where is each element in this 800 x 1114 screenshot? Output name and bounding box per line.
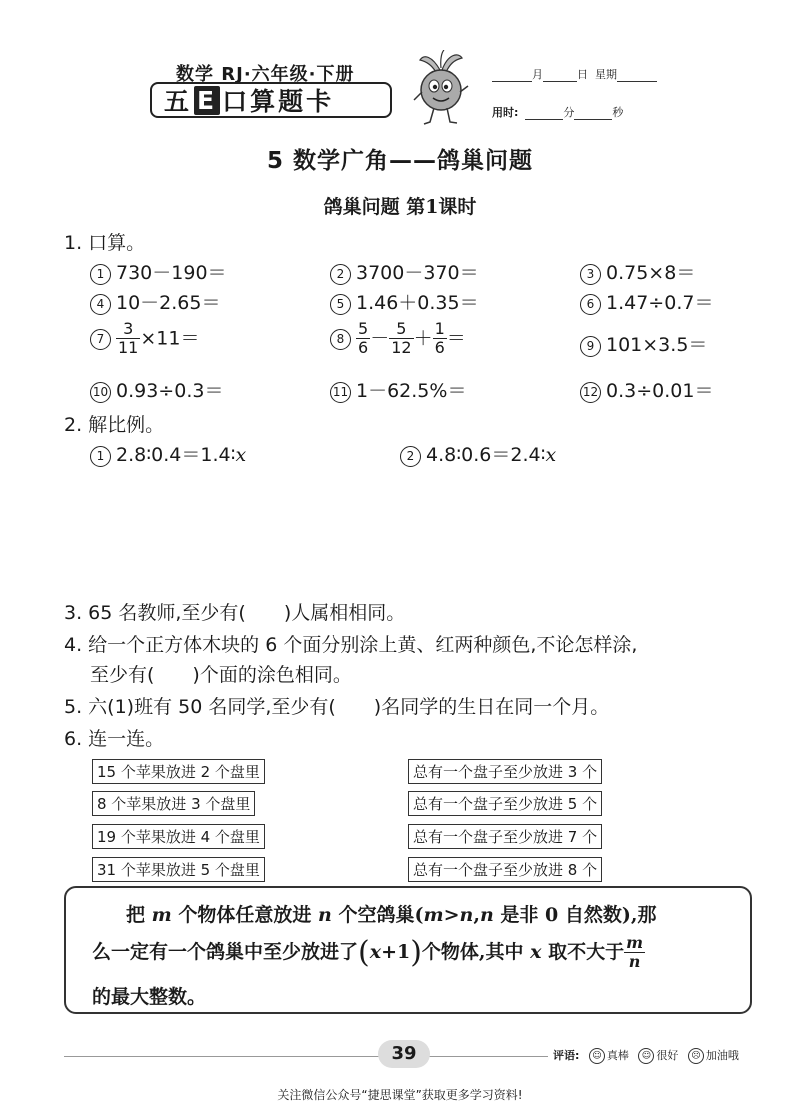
q2-item-1 <box>90 440 246 467</box>
rating-good: 很好 <box>656 1049 679 1062</box>
second-label: 秒 <box>612 106 624 119</box>
q4-line1: 4. 给一个正方体木块的 6 个面分别涂上黄、红两种颜色,不论怎样涂, <box>64 634 638 656</box>
expression: 0.75×8＝ <box>606 262 696 284</box>
month-blank[interactable] <box>492 67 532 82</box>
tip-line-1: 把 m 个物体任意放进 n 个空鸽巢(m>n,n 是非 0 自然数),那 <box>126 904 657 926</box>
match-right-3[interactable]: 总有一个盘子至少放进 7 个 <box>408 824 602 849</box>
expression: ×11＝ <box>140 327 200 350</box>
second-blank[interactable] <box>574 105 612 120</box>
great-face-icon[interactable]: ☺ <box>589 1048 605 1064</box>
promo-text: 关注微信公众号“捷思课堂”获取更多学习资料! <box>277 1088 523 1102</box>
fraction: $\frac{1}{6}$ <box>434 319 445 358</box>
q1-item-12 <box>580 376 713 403</box>
expression: 1－62.5%＝ <box>356 380 467 402</box>
day-label: 日 <box>577 68 588 81</box>
weekday-blank[interactable] <box>617 67 657 82</box>
time-label: 用时: <box>492 106 519 119</box>
lesson-title: 鸽巢问题 第1课时 <box>323 196 477 218</box>
q3-text: 3. 65 名教师,至少有( )人属相相同。 <box>64 602 406 624</box>
time-line <box>492 104 623 120</box>
q6-title: 6. 连一连。 <box>64 728 165 750</box>
variable: x <box>545 444 557 466</box>
item-number: 4 <box>90 294 111 315</box>
tip-line-3: 的最大整数。 <box>92 986 207 1008</box>
item-number: 11 <box>330 382 351 403</box>
card-banner <box>150 82 392 118</box>
q1-item-5 <box>330 288 479 315</box>
item-number: 2 <box>330 264 351 285</box>
item-number: 7 <box>90 329 111 350</box>
item-number: 1 <box>90 264 111 285</box>
expression: 0.93÷0.3＝ <box>116 380 224 402</box>
rating-row <box>553 1047 739 1064</box>
q1-item-2 <box>330 258 479 285</box>
item-number: 8 <box>330 329 351 350</box>
q1-title: 1. 口算。 <box>64 232 146 254</box>
rating-label: 评语: <box>553 1049 580 1062</box>
q1-item-7 <box>90 320 199 358</box>
q1-item-9 <box>580 330 707 357</box>
expression: 1.47÷0.7＝ <box>606 292 714 314</box>
q4-line2: 至少有( )个面的涂色相同。 <box>90 664 352 686</box>
rating-great: 真棒 <box>606 1049 629 1062</box>
unit-title: 5 数学广角——鸽巢问题 <box>266 148 533 174</box>
proportion: 2.8∶0.4＝1.4∶ <box>116 444 236 466</box>
expression: ＝ <box>446 327 466 350</box>
fraction: $\frac{5}{6}$ <box>358 319 369 358</box>
book-subject: 数学 RJ·六年级·下册 <box>176 64 355 85</box>
match-right-2[interactable]: 总有一个盘子至少放进 5 个 <box>408 791 602 816</box>
item-number: 1 <box>90 446 111 467</box>
tip-line-2: 么一定有一个鸽巢中至少放进了(x+1)个物体,其中 x 取不大于 $\frac{m}{n}$ <box>92 933 644 972</box>
date-line <box>492 66 657 82</box>
m-over-n-fraction: $\frac{m}{n}$ <box>626 933 644 972</box>
expression: 101×3.5＝ <box>606 334 708 356</box>
page-number: 39 <box>378 1040 430 1068</box>
expression: 10－2.65＝ <box>116 292 221 314</box>
weekday-label: 星期 <box>595 68 617 81</box>
expression: 3700－370＝ <box>356 262 479 284</box>
q1-item-1 <box>90 258 227 285</box>
fraction: $\frac{3}{11}$ <box>118 319 139 358</box>
minute-label: 分 <box>563 106 575 119</box>
match-left-4[interactable]: 31 个苹果放进 5 个盘里 <box>92 857 265 882</box>
q1-item-3 <box>580 258 695 285</box>
variable: x <box>235 444 247 466</box>
good-face-icon[interactable]: ☺ <box>638 1048 654 1064</box>
banner-text-e: E <box>194 86 220 115</box>
match-left-2[interactable]: 8 个苹果放进 3 个盘里 <box>92 791 255 816</box>
item-number: 9 <box>580 336 601 357</box>
day-blank[interactable] <box>543 67 577 82</box>
fraction: $\frac{5}{12}$ <box>391 319 412 358</box>
rating-keep-going: 加油哦 <box>705 1049 739 1062</box>
q2-title: 2. 解比例。 <box>64 414 165 436</box>
q5-text: 5. 六(1)班有 50 名同学,至少有( )名同学的生日在同一个月。 <box>64 696 610 718</box>
expression: 1.46＋0.35＝ <box>356 292 479 314</box>
q1-item-11 <box>330 376 466 403</box>
footer-divider <box>64 1056 548 1057</box>
item-number: 5 <box>330 294 351 315</box>
match-left-1[interactable]: 15 个苹果放进 2 个盘里 <box>92 759 265 784</box>
radish-mascot-icon <box>410 50 472 132</box>
q1-item-4 <box>90 288 220 315</box>
banner-text-2: 口算题卡 <box>222 87 335 116</box>
match-right-4[interactable]: 总有一个盘子至少放进 8 个 <box>408 857 602 882</box>
month-label: 月 <box>532 68 543 81</box>
item-number: 12 <box>580 382 601 403</box>
item-number: 3 <box>580 264 601 285</box>
match-right-1[interactable]: 总有一个盘子至少放进 3 个 <box>408 759 602 784</box>
match-left-3[interactable]: 19 个苹果放进 4 个盘里 <box>92 824 265 849</box>
minute-blank[interactable] <box>525 105 563 120</box>
proportion: 4.8∶0.6＝2.4∶ <box>426 444 546 466</box>
item-number: 6 <box>580 294 601 315</box>
banner-text-1: 五 <box>164 87 193 116</box>
q1-item-6 <box>580 288 713 315</box>
q2-item-2 <box>400 440 556 467</box>
expression: 0.3÷0.01＝ <box>606 380 714 402</box>
q1-item-8 <box>330 320 466 358</box>
operator: ＋ <box>413 327 433 350</box>
operator: － <box>370 327 390 350</box>
expression: 730－190＝ <box>116 262 227 284</box>
item-number: 2 <box>400 446 421 467</box>
item-number: 10 <box>90 382 111 403</box>
q1-item-10 <box>90 376 223 403</box>
cheer-face-icon[interactable]: ☹ <box>688 1048 704 1064</box>
